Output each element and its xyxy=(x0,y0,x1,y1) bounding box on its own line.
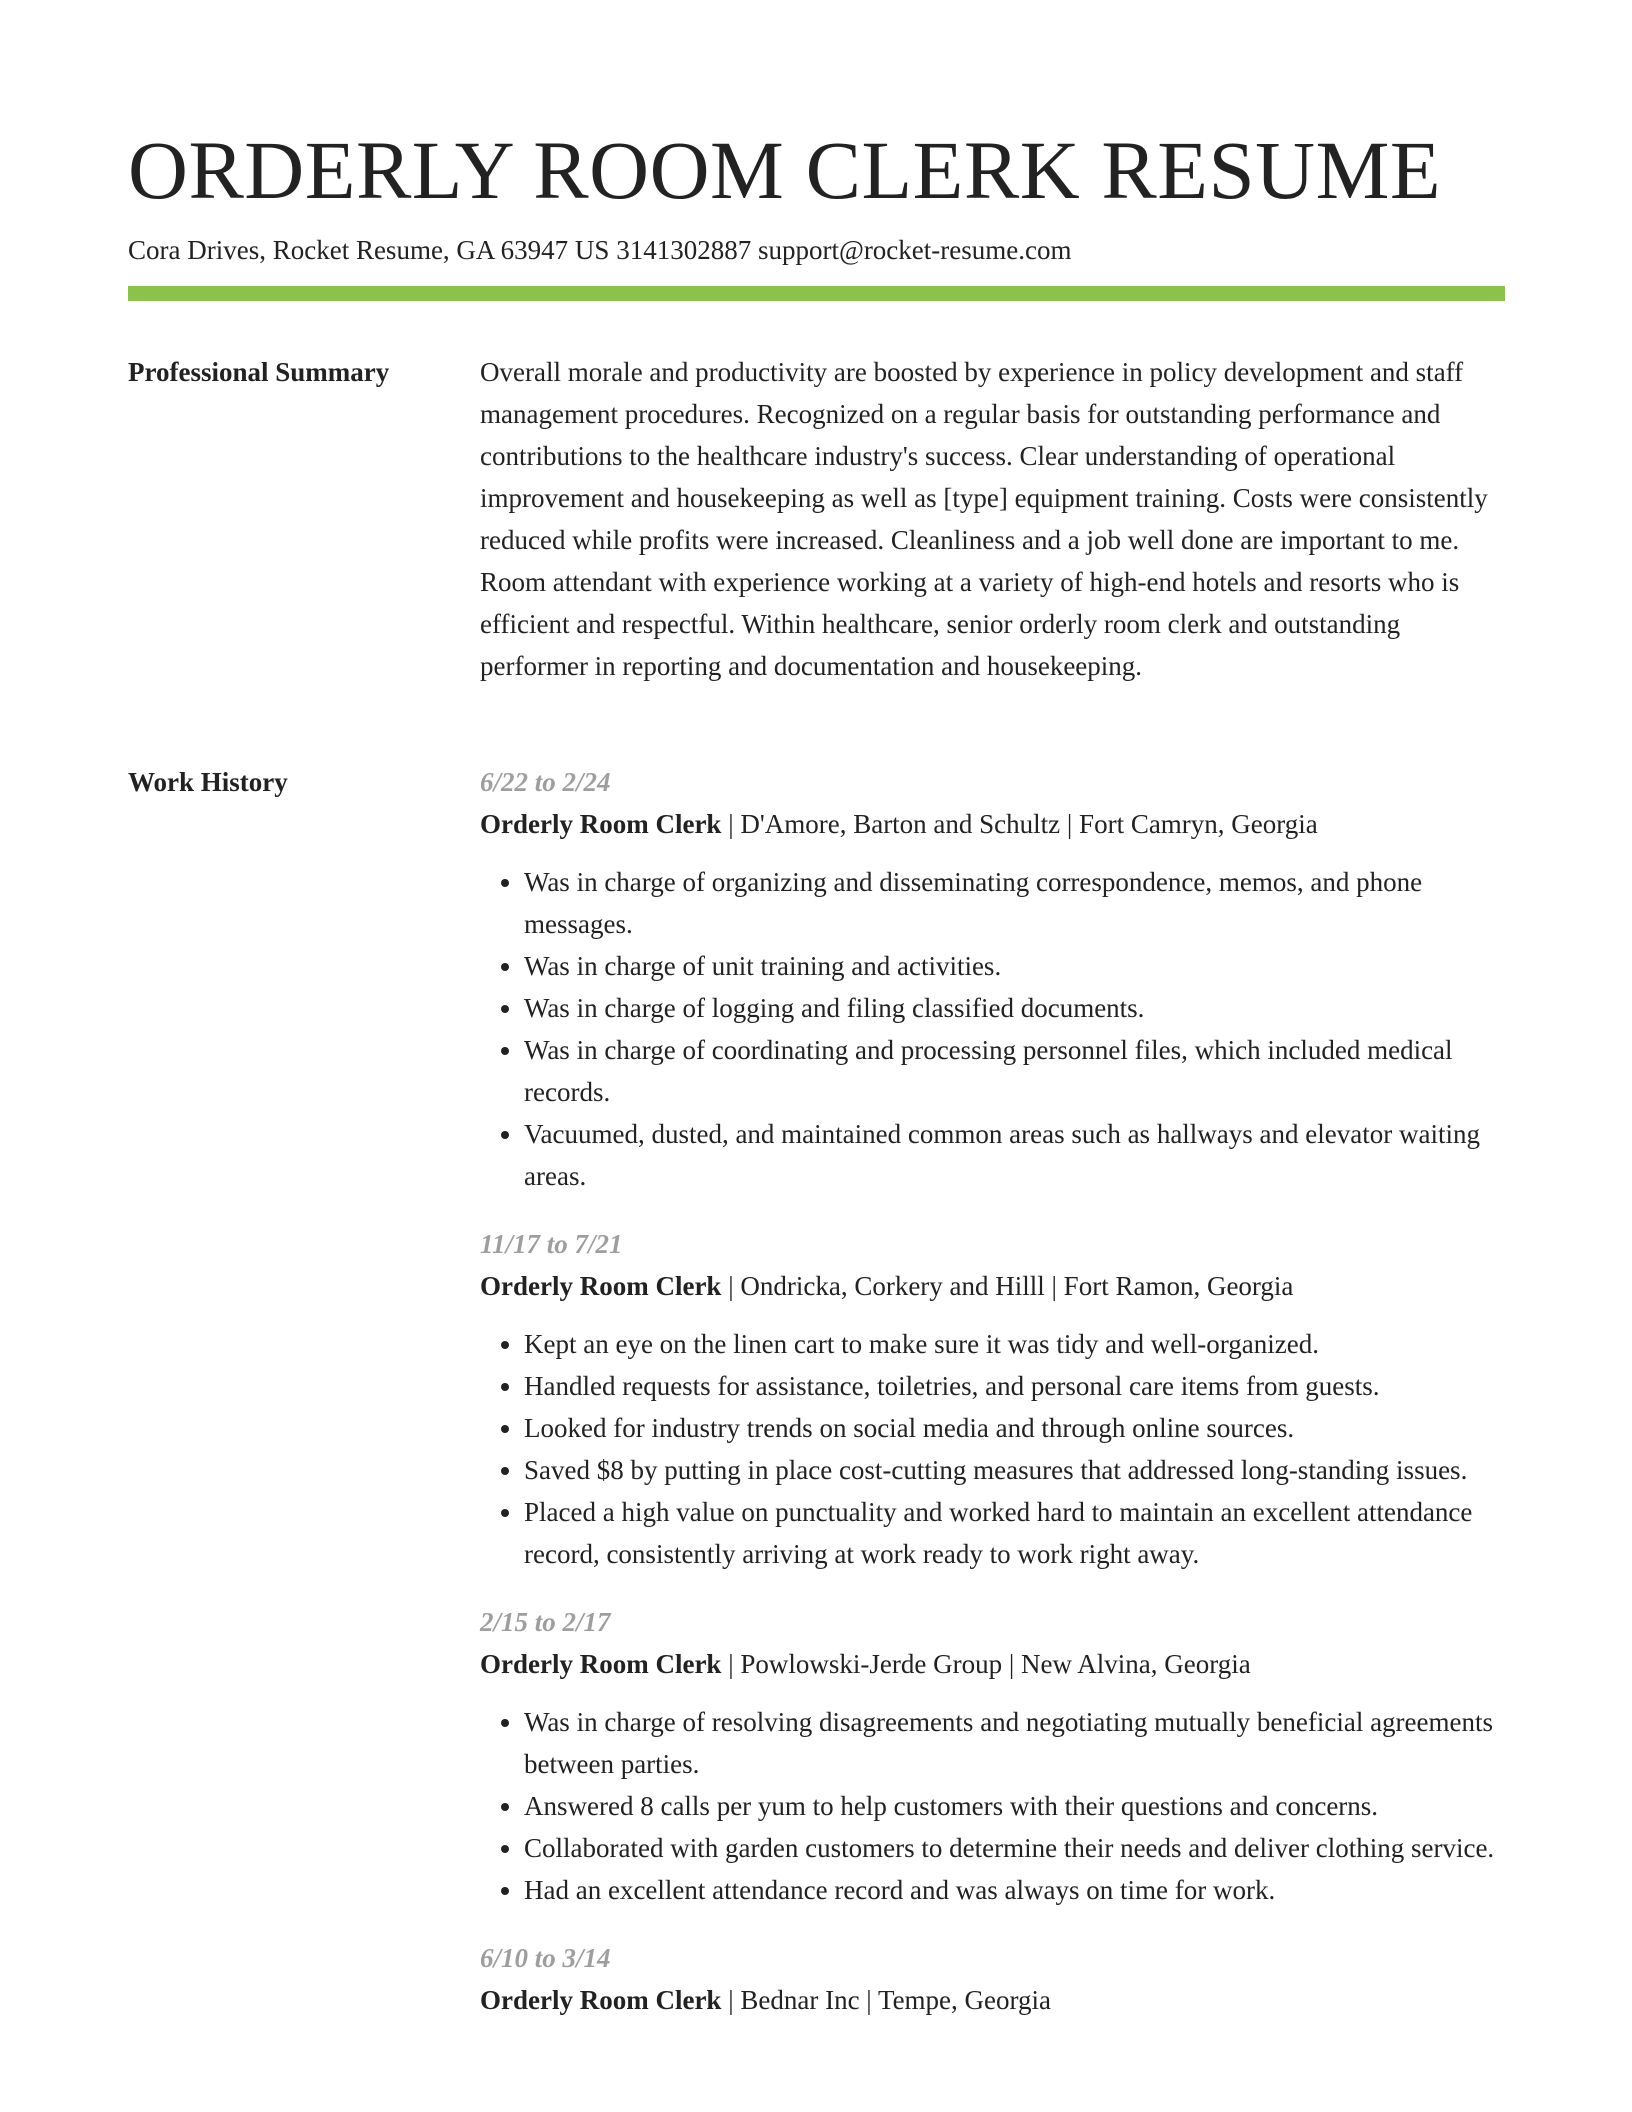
job-duty: • Was in charge of organizing and disseminating correspondence, memos, and phone messages. xyxy=(524,861,1505,945)
job-duty: • Saved $8 by putting in place cost-cutting measures that addressed long-standing issues. xyxy=(524,1449,1505,1491)
job-details: | Ondricka, Corkery and Hilll | Fort Ramon, Georgia xyxy=(721,1271,1294,1301)
job-duty: • Collaborated with garden customers to determine their needs and deliver clothing service. xyxy=(524,1827,1505,1869)
job-details: | Powlowski-Jerde Group | New Alvina, Georgia xyxy=(721,1649,1251,1679)
job-duty: • Was in charge of logging and filing classified documents. xyxy=(524,987,1505,1029)
job-duty: • Placed a high value on punctuality and worked hard to maintain an excellent attendance record, consistently arriving at work ready to work right away. xyxy=(524,1491,1505,1575)
job-heading xyxy=(480,803,1505,845)
contact-line: Cora Drives, Rocket Resume, GA 63947 US 3141302887 support@rocket-resume.com xyxy=(128,235,1072,265)
job-duty: • Kept an eye on the linen cart to make sure it was tidy and well-organized. xyxy=(524,1323,1505,1365)
job-duty: • Handled requests for assistance, toiletries, and personal care items from guests. xyxy=(524,1365,1505,1407)
header-divider xyxy=(128,286,1505,301)
job-duty: • Had an excellent attendance record and was always on time for work. xyxy=(524,1869,1505,1911)
job-duty: • Was in charge of coordinating and processing personnel files, which included medical records. xyxy=(524,1029,1505,1113)
job-duty: • Answered 8 calls per yum to help customers with their questions and concerns. xyxy=(524,1785,1505,1827)
job-entry xyxy=(480,1601,1505,1911)
job-duties-list xyxy=(480,1701,1505,1911)
job-entry xyxy=(480,1223,1505,1575)
job-date: 2/15 to 2/17 xyxy=(480,1607,611,1637)
resume-title: ORDERLY ROOM CLERK RESUME xyxy=(128,124,1442,216)
job-title: Orderly Room Clerk xyxy=(480,809,722,839)
summary-body xyxy=(480,351,1505,687)
job-title: Orderly Room Clerk xyxy=(480,1985,722,2015)
job-duty: • Was in charge of resolving disagreements and negotiating mutually beneficial agreements between parties. xyxy=(524,1701,1505,1785)
job-date: 11/17 to 7/21 xyxy=(480,1229,623,1259)
job-entry xyxy=(480,1937,1505,2021)
job-heading xyxy=(480,1979,1505,2021)
job-title: Orderly Room Clerk xyxy=(480,1271,722,1301)
job-duty: • Vacuumed, dusted, and maintained common areas such as hallways and elevator waiting areas. xyxy=(524,1113,1505,1197)
job-heading xyxy=(480,1643,1505,1685)
summary-label: Professional Summary xyxy=(128,357,390,387)
summary-text: Overall morale and productivity are boosted by experience in policy development and staff management procedures. Recognized on a regular basis for outstanding performance and contributions to the healthcare industry's success. Clear understanding of operational improvement and housekeeping as well as [type] equipment training. Costs were consistently reduced while profits were increased. Cleanliness and a job well done are important to me. Room attendant with experience working at a variety of high-end hotels and resorts who is efficient and respectful. Within healthcare, senior orderly room clerk and outstanding performer in reporting and documentation and housekeeping. xyxy=(480,357,1488,681)
job-entry xyxy=(480,761,1505,1197)
job-details: | D'Amore, Barton and Schultz | Fort Camryn, Georgia xyxy=(721,809,1318,839)
job-duty: • Was in charge of unit training and activities. xyxy=(524,945,1505,987)
job-duties-list xyxy=(480,1323,1505,1575)
job-duty: • Looked for industry trends on social media and through online sources. xyxy=(524,1407,1505,1449)
job-date: 6/22 to 2/24 xyxy=(480,767,611,797)
job-heading xyxy=(480,1265,1505,1307)
job-date: 6/10 to 3/14 xyxy=(480,1943,611,1973)
job-title: Orderly Room Clerk xyxy=(480,1649,722,1679)
work-history-label: Work History xyxy=(128,767,288,797)
job-duties-list xyxy=(480,861,1505,1197)
job-details: | Bednar Inc | Tempe, Georgia xyxy=(721,1985,1052,2015)
work-history-body xyxy=(480,761,1505,2047)
